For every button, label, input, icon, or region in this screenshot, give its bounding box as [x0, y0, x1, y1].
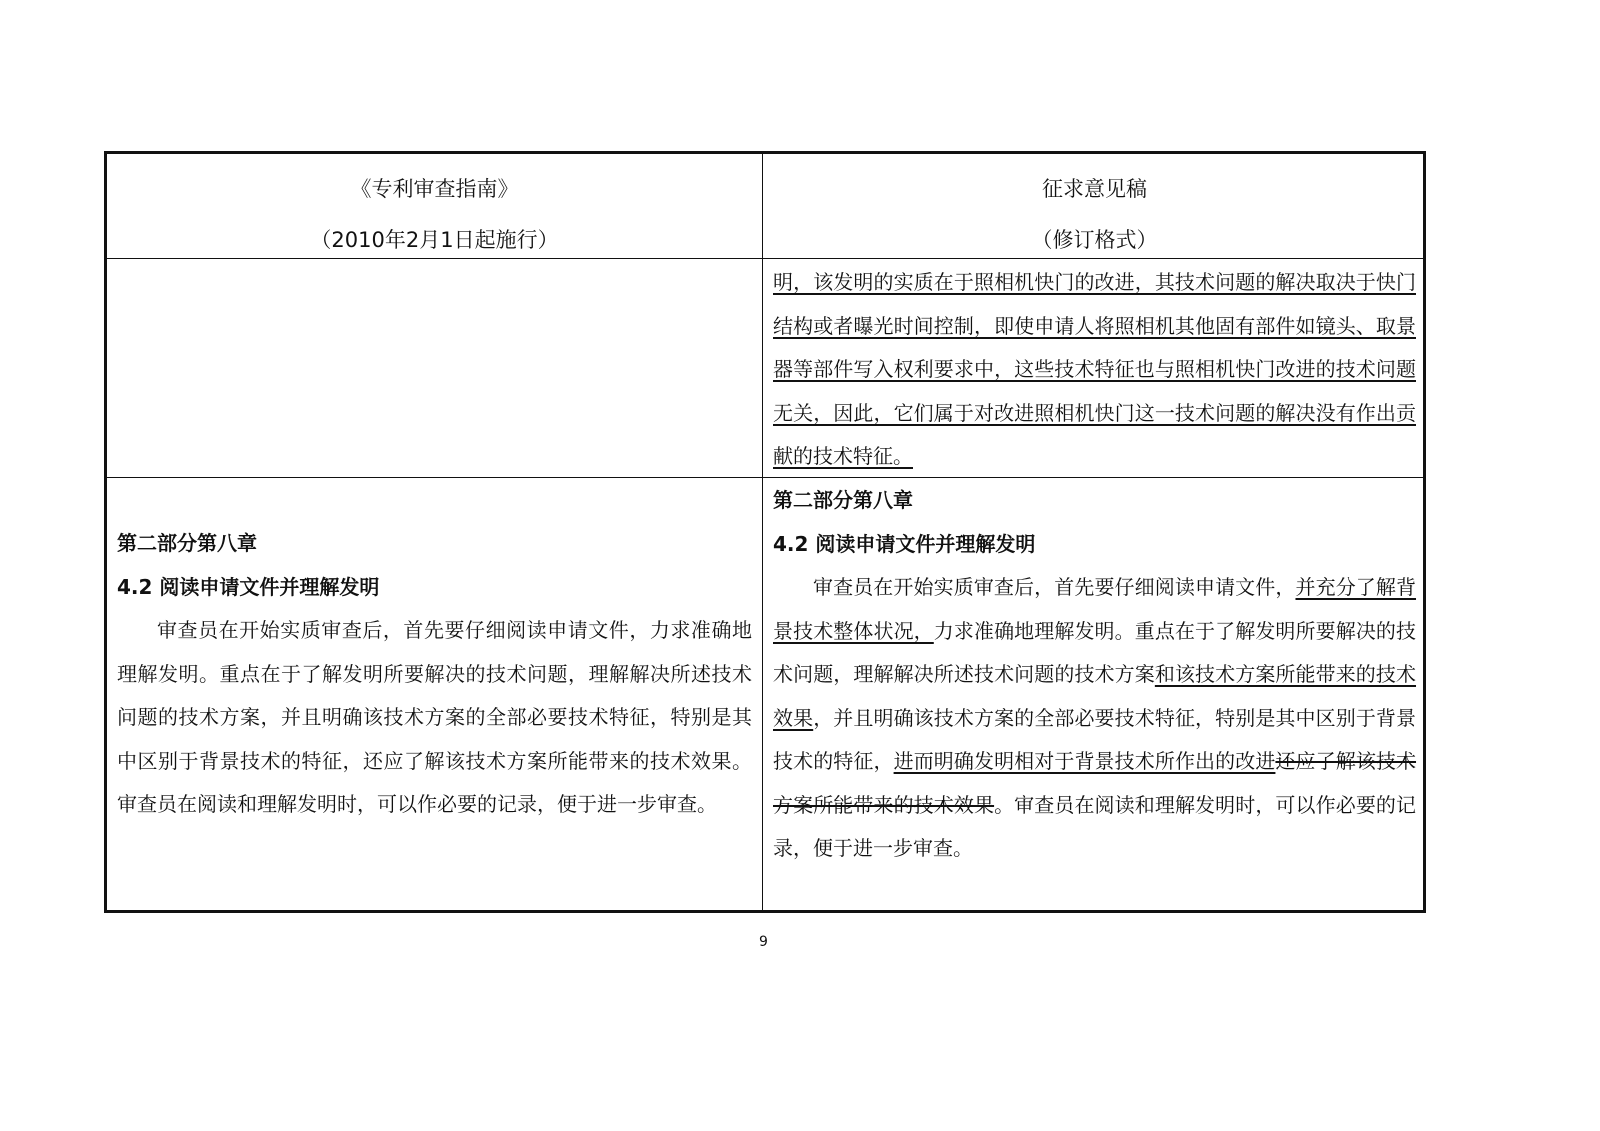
right-body-deletion: 还应了解该技术方案所能带来的技术效果 [773, 749, 1417, 817]
right-body-insert1: 并充分了解背景技术整体状况， [773, 575, 1417, 643]
page-number: 9 [759, 934, 768, 950]
right-body-seg3: ，并且明确该技术方案的全部必要技术特征，特别是其中区别于背景技术的特征， [773, 705, 1417, 773]
row1-right-cell [763, 261, 1426, 479]
comparison-table [104, 151, 1426, 913]
right-body [773, 566, 1416, 871]
header-left-cell [107, 154, 762, 258]
header-right-title: 征求意见稿 [1042, 177, 1147, 201]
left-chapter: 第二部分第八章 [117, 531, 257, 555]
row2-left-cell [107, 522, 762, 827]
header-left-title: 《专利审查指南》 [350, 177, 519, 201]
left-body: 审查员在开始实质审查后，首先要仔细阅读申请文件，力求准确地理解发明。重点在于了解发明所要解决的技术问题，理解解决所述技术问题的技术方案，并且明确该技术方案的全部必要技术特征，特别是其中区别于背景技术的特征，还应了解该技术方案所能带来的技术效果。审查员在阅读和理解发明时，可以作必要的记录，便于进一步审查。 [117, 618, 752, 816]
header-right-subtitle: （修订格式） [1031, 228, 1158, 252]
header-left-subtitle: （2010年2月1日起施行） [310, 228, 559, 252]
right-body-insert2: 和该技术方案所能带来的技术效果 [773, 662, 1417, 730]
left-heading: 4.2 阅读申请文件并理解发明 [117, 574, 380, 599]
right-heading: 4.2 阅读申请文件并理解发明 [773, 531, 1036, 556]
right-body-seg4: 。审查员在阅读和理解发明时，可以作必要的记录，便于进一步审查。 [773, 792, 1417, 860]
header-right-cell [763, 154, 1426, 258]
header-divider [107, 258, 1423, 259]
row1-inserted-text: 明，该发明的实质在于照相机快门的改进，其技术问题的解决取决于快门结构或者曝光时间控制，即使申请人将照相机其他固有部件如镜头、取景器等部件写入权利要求中，这些技术特征也与照相机快门改进的技术问题无关，因此，它们属于对改进照相机快门这一技术问题的解决没有作出贡献的技术特征。 [773, 270, 1416, 468]
right-chapter: 第二部分第八章 [773, 488, 913, 512]
right-body-insert3: 进而明确发明相对于背景技术所作出的改进 [893, 749, 1276, 773]
right-body-seg2: 力求准确地理解发明。重点在于了解发明所要解决的技术问题，理解解决所述技术问题的技术方案 [773, 618, 1417, 686]
row2-right-cell [763, 479, 1426, 871]
right-body-seg1: 审查员在开始实质审查后，首先要仔细阅读申请文件， [813, 575, 1296, 599]
